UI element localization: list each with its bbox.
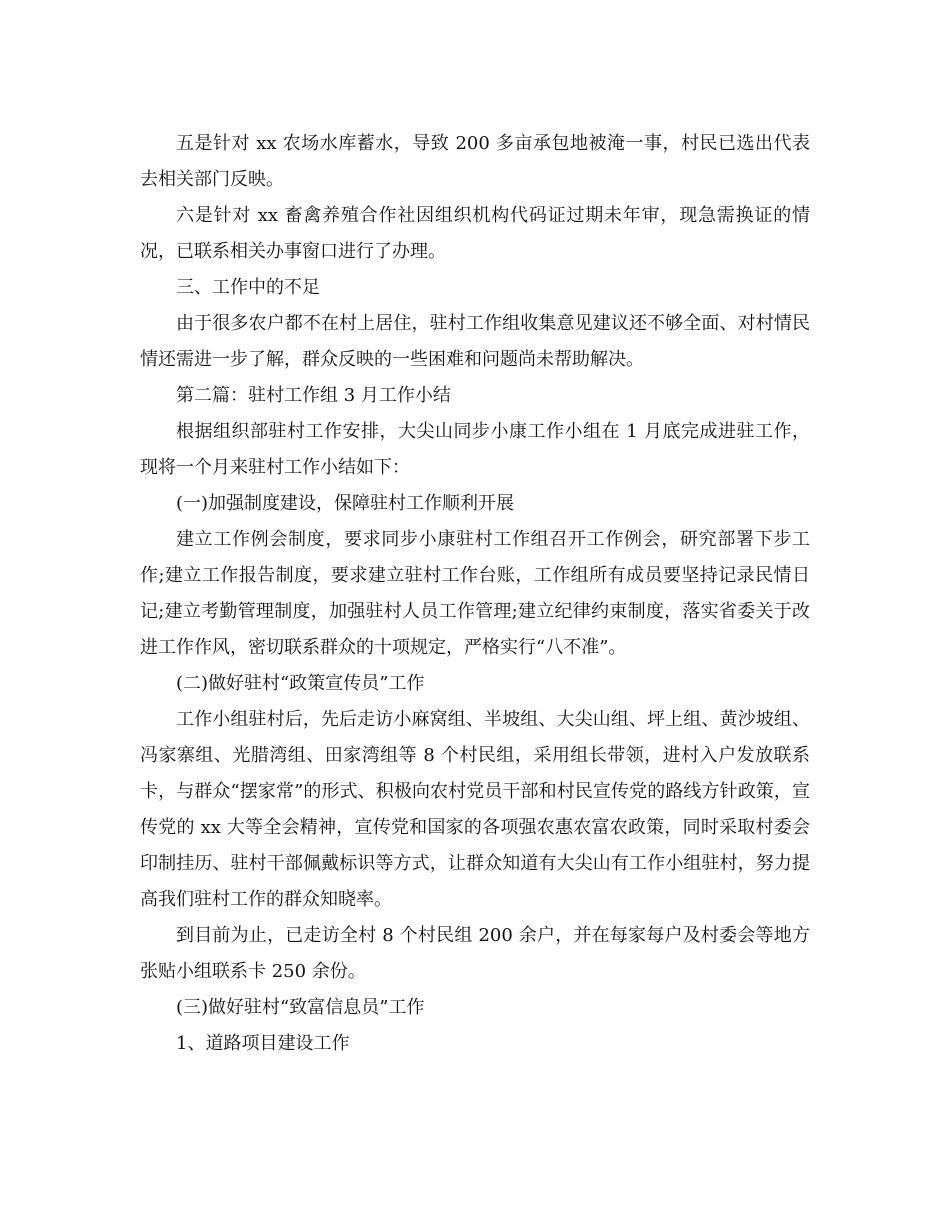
paragraph-item-6: 六是针对 xx 畜禽养殖合作社因组织机构代码证过期未年审，现急需换证的情况，已联系相关办事窗口进行了办理。 <box>140 205 810 262</box>
section-heading-one: (一)加强制度建设，保障驻村工作顺利开展 <box>176 493 515 514</box>
section-heading-three: (三)做好驻村“致富信息员”工作 <box>176 997 425 1018</box>
section-heading-shortcomings: 三、工作中的不足 <box>176 277 320 298</box>
section-heading-two: (二)做好驻村“政策宣传员”工作 <box>176 673 425 694</box>
paragraph-systems: 建立工作例会制度，要求同步小康驻村工作组召开工作例会，研究部署下步工作;建立工作报告制度，要求建立驻村工作台账，工作组所有成员要坚持记录民情日记;建立考勤管理制度，加强驻村人员工作管理;建立纪律约束制度，落实省委关于改进工作作风，密切联系群众的十项规定，严格实行“八不准”。 <box>140 529 810 658</box>
paragraph-item-5: 五是针对 xx 农场水库蓄水，导致 200 多亩承包地被淹一事，村民已选出代表去相关部门反映。 <box>140 133 810 190</box>
subheading-road-project: 1、道路项目建设工作 <box>176 1033 350 1054</box>
paragraph-progress: 到目前为止，已走访全村 8 个村民组 200 余户，并在每家每户及村委会等地方张贴小组联系卡 250 余份。 <box>140 925 810 982</box>
paragraph-shortcomings: 由于很多农户都不在村上居住，驻村工作组收集意见建议还不够全面、对村情民情还需进一步了解，群众反映的一些困难和问题尚未帮助解决。 <box>140 313 810 370</box>
article-title-part-two: 第二篇：驻村工作组 3 月工作小结 <box>176 385 451 406</box>
paragraph-policy-visits: 工作小组驻村后，先后走访小麻窝组、半坡组、大尖山组、坪上组、黄沙坡组、冯家寨组、光腊湾组、田家湾组等 8 个村民组，采用组长带领，进村入户发放联系卡，与群众“摆家常”的形式、积极向农村党员干部和村民宣传党的路线方针政策，宣传党的 xx 大等全会精神，宣传党和国家的各项强农惠农富农政策，同时采取村委会印制挂历、驻村干部佩戴标识等方式，让群众知道有大尖山有工作小组驻村，努力提高我们驻村工作的群众知晓率。 <box>140 709 810 910</box>
document-body <box>140 126 810 1062</box>
paragraph-intro: 根据组织部驻村工作安排，大尖山同步小康工作小组在 1 月底完成进驻工作，现将一个月来驻村工作小结如下： <box>140 421 810 478</box>
